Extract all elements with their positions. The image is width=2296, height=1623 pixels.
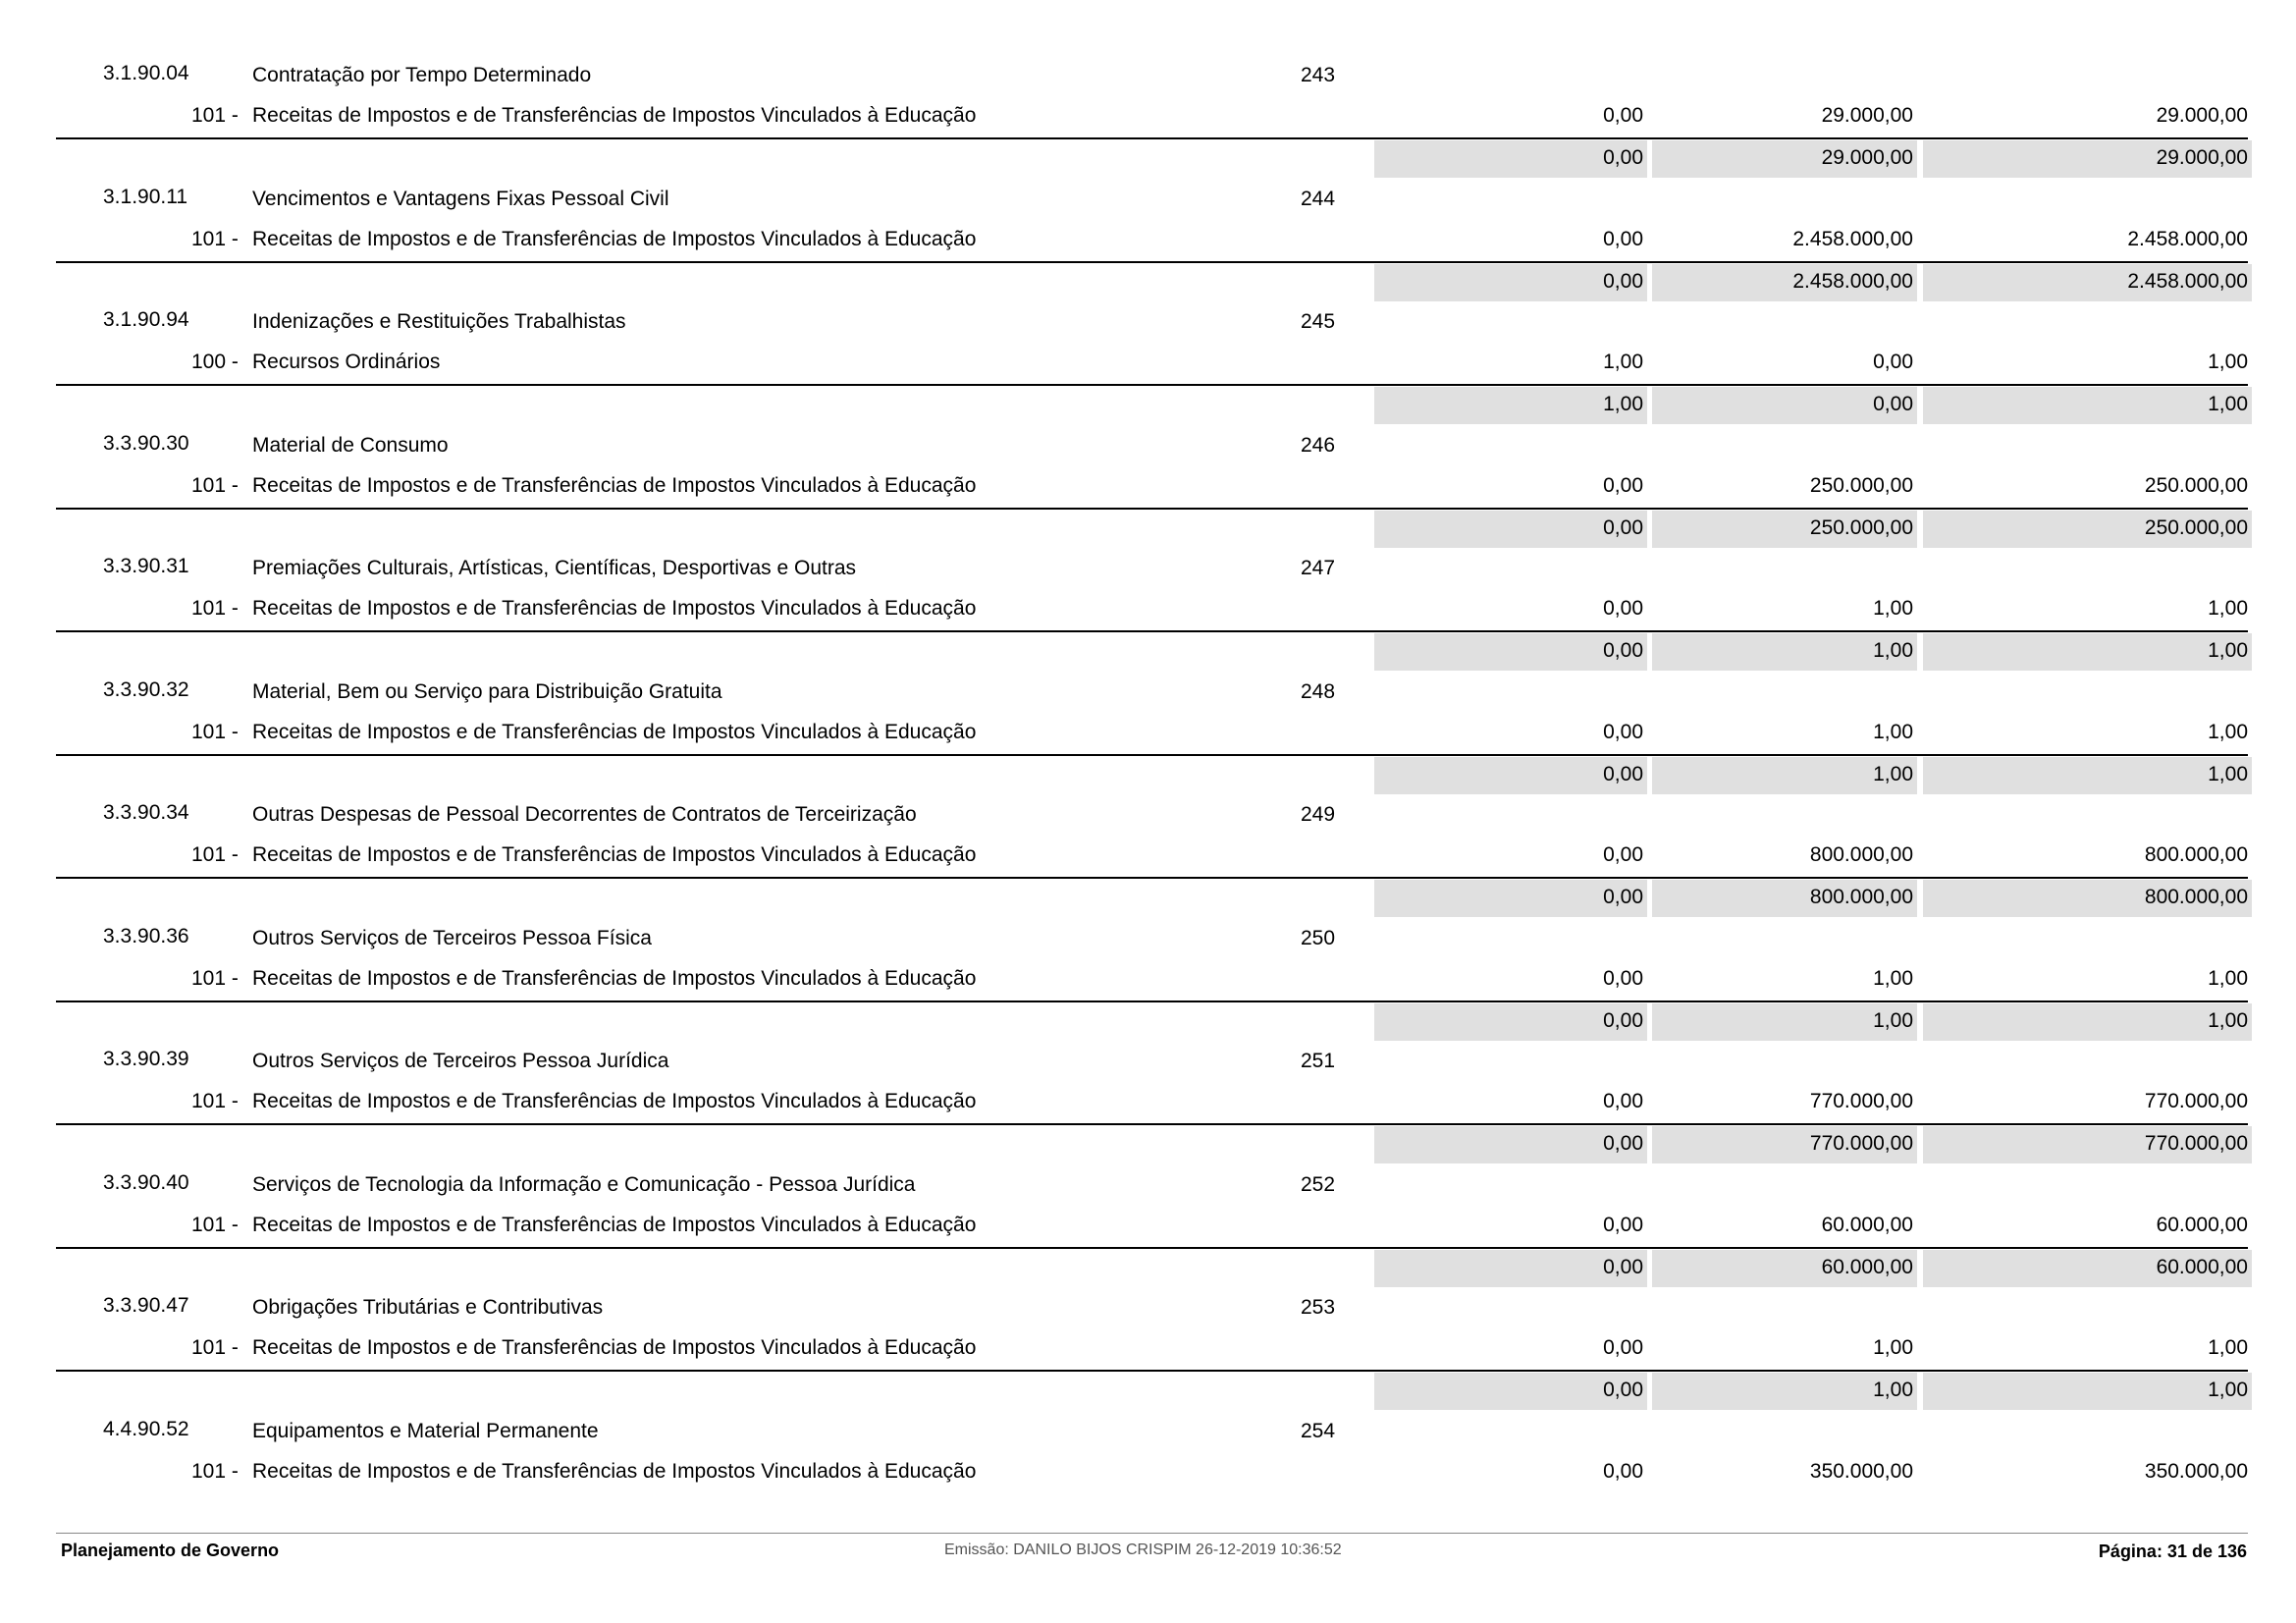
expense-entry <box>0 1168 2296 1292</box>
source-code: 101 - <box>191 597 239 620</box>
source-description: Receitas de Impostos e de Transferências de Impostos Vinculados à Educação <box>252 227 977 250</box>
source-value-3: 350.000,00 <box>2144 1459 2248 1483</box>
expense-sequence-number: 250 <box>1301 926 1336 949</box>
expense-description: Outros Serviços de Terceiros Pessoa Jurídica <box>252 1050 669 1072</box>
source-value-2: 1,00 <box>1873 720 1913 743</box>
source-value-1: 0,00 <box>1603 473 1643 497</box>
expense-description: Material, Bem ou Serviço para Distribuição Gratuita <box>252 679 722 703</box>
subtotal-value: 29.000,00 <box>2156 146 2248 169</box>
source-value-2: 1,00 <box>1873 966 1913 990</box>
subtotal-cell-3 <box>1923 757 2252 794</box>
subtotal-cell-2 <box>1652 264 1917 301</box>
source-description: Receitas de Impostos e de Transferências de Impostos Vinculados à Educação <box>252 843 977 866</box>
entry-separator-line <box>56 754 2248 756</box>
expense-description: Material de Consumo <box>252 433 449 457</box>
subtotal-cell-2 <box>1652 1003 1917 1041</box>
expense-description: Contratação por Tempo Determinado <box>252 64 592 86</box>
source-code: 101 - <box>191 104 239 127</box>
subtotal-cell-3 <box>1923 511 2252 548</box>
expense-code: 3.1.90.04 <box>103 62 189 84</box>
source-value-3: 770.000,00 <box>2144 1090 2248 1112</box>
subtotal-cell-2 <box>1652 387 1917 424</box>
expense-sequence-number: 245 <box>1301 310 1336 333</box>
expense-code: 3.1.90.11 <box>103 185 188 208</box>
subtotal-value: 0,00 <box>1603 1255 1643 1278</box>
subtotal-cell-1 <box>1374 140 1647 178</box>
entry-separator-line <box>56 877 2248 879</box>
subtotal-value: 0,00 <box>1603 762 1643 785</box>
subtotal-value: 250.000,00 <box>2144 515 2248 539</box>
entry-separator-line <box>56 1247 2248 1249</box>
source-value-3: 60.000,00 <box>2156 1213 2248 1236</box>
source-value-1: 0,00 <box>1603 843 1643 866</box>
subtotal-value: 800.000,00 <box>2144 886 2248 908</box>
subtotal-value: 0,00 <box>1603 1008 1643 1032</box>
source-description: Receitas de Impostos e de Transferências de Impostos Vinculados à Educação <box>252 473 977 497</box>
subtotal-cell-3 <box>1923 1003 2252 1041</box>
subtotal-cell-1 <box>1374 1250 1647 1287</box>
source-value-2: 1,00 <box>1873 597 1913 620</box>
subtotal-value: 0,00 <box>1603 515 1643 539</box>
expense-sequence-number: 246 <box>1301 433 1336 457</box>
source-value-3: 1,00 <box>2208 597 2248 620</box>
expense-code: 3.3.90.31 <box>103 555 189 577</box>
expense-code: 3.3.90.40 <box>103 1170 189 1194</box>
subtotal-value: 770.000,00 <box>2144 1132 2248 1155</box>
subtotal-cell-2 <box>1652 633 1917 671</box>
footer-divider <box>56 1533 2248 1534</box>
source-value-3: 250.000,00 <box>2144 473 2248 497</box>
subtotal-cell-1 <box>1374 880 1647 917</box>
source-description: Receitas de Impostos e de Transferências de Impostos Vinculados à Educação <box>252 597 977 620</box>
subtotal-cell-3 <box>1923 1250 2252 1287</box>
expense-sequence-number: 252 <box>1301 1172 1336 1196</box>
source-description: Receitas de Impostos e de Transferências de Impostos Vinculados à Educação <box>252 104 977 127</box>
expense-description: Obrigações Tributárias e Contributivas <box>252 1296 604 1319</box>
expense-sequence-number: 247 <box>1301 557 1336 579</box>
expense-sequence-number: 253 <box>1301 1296 1336 1319</box>
source-value-2: 60.000,00 <box>1821 1213 1913 1236</box>
subtotal-cell-3 <box>1923 633 2252 671</box>
source-description: Receitas de Impostos e de Transferências de Impostos Vinculados à Educação <box>252 1090 977 1112</box>
expense-entry <box>0 305 2296 429</box>
source-description: Receitas de Impostos e de Transferências de Impostos Vinculados à Educação <box>252 1459 977 1483</box>
source-value-3: 2.458.000,00 <box>2127 227 2248 250</box>
source-value-2: 1,00 <box>1873 1336 1913 1359</box>
source-code: 100 - <box>191 351 239 373</box>
subtotal-cell-1 <box>1374 633 1647 671</box>
subtotal-value: 1,00 <box>1873 762 1913 785</box>
source-value-2: 800.000,00 <box>1809 843 1913 866</box>
subtotal-value: 1,00 <box>2208 1008 2248 1032</box>
expense-entry <box>0 552 2296 676</box>
expense-code: 3.3.90.30 <box>103 431 189 455</box>
entry-separator-line <box>56 1123 2248 1125</box>
expense-description: Premiações Culturais, Artísticas, Científicas, Desportivas e Outras <box>252 557 857 579</box>
subtotal-value: 2.458.000,00 <box>1792 269 1913 293</box>
subtotal-value: 1,00 <box>2208 639 2248 662</box>
expense-entry <box>0 1045 2296 1168</box>
source-value-2: 2.458.000,00 <box>1792 227 1913 250</box>
source-value-2: 770.000,00 <box>1809 1090 1913 1112</box>
source-value-1: 1,00 <box>1603 351 1643 373</box>
subtotal-cell-2 <box>1652 1373 1917 1410</box>
subtotal-cell-2 <box>1652 511 1917 548</box>
subtotal-cell-2 <box>1652 1126 1917 1163</box>
source-value-1: 0,00 <box>1603 1090 1643 1112</box>
subtotal-value: 0,00 <box>1873 393 1913 415</box>
source-code: 101 - <box>191 1336 239 1359</box>
expense-description: Outras Despesas de Pessoal Decorrentes de Contratos de Terceirização <box>252 803 917 826</box>
expense-sequence-number: 243 <box>1301 64 1336 86</box>
source-value-2: 29.000,00 <box>1821 104 1913 127</box>
subtotal-value: 1,00 <box>2208 762 2248 785</box>
expense-sequence-number: 254 <box>1301 1419 1336 1442</box>
source-code: 101 - <box>191 227 239 250</box>
subtotal-cell-1 <box>1374 1126 1647 1163</box>
source-code: 101 - <box>191 1090 239 1112</box>
entry-separator-line <box>56 1370 2248 1372</box>
expense-code: 3.1.90.94 <box>103 308 189 331</box>
subtotal-value: 0,00 <box>1603 1132 1643 1155</box>
subtotal-cell-1 <box>1374 757 1647 794</box>
source-value-1: 0,00 <box>1603 966 1643 990</box>
expense-entry <box>0 59 2296 183</box>
subtotal-cell-3 <box>1923 880 2252 917</box>
subtotal-value: 1,00 <box>1873 639 1913 662</box>
subtotal-cell-3 <box>1923 140 2252 178</box>
expense-sequence-number: 244 <box>1301 187 1336 210</box>
expense-entry <box>0 922 2296 1046</box>
source-value-1: 0,00 <box>1603 104 1643 127</box>
expense-code: 3.3.90.32 <box>103 677 189 701</box>
entry-separator-line <box>56 1001 2248 1002</box>
expense-code: 3.3.90.34 <box>103 801 189 824</box>
subtotal-value: 800.000,00 <box>1809 886 1913 908</box>
subtotal-value: 1,00 <box>2208 1379 2248 1401</box>
entry-separator-line <box>56 384 2248 386</box>
subtotal-value: 60.000,00 <box>1821 1255 1913 1278</box>
source-value-1: 0,00 <box>1603 227 1643 250</box>
source-value-2: 250.000,00 <box>1809 473 1913 497</box>
source-code: 101 - <box>191 473 239 497</box>
subtotal-value: 29.000,00 <box>1821 146 1913 169</box>
source-code: 101 - <box>191 1213 239 1236</box>
subtotal-value: 0,00 <box>1603 146 1643 169</box>
subtotal-cell-3 <box>1923 1126 2252 1163</box>
source-code: 101 - <box>191 966 239 990</box>
subtotal-value: 1,00 <box>2208 393 2248 415</box>
subtotal-value: 250.000,00 <box>1809 515 1913 539</box>
source-value-2: 0,00 <box>1873 351 1913 373</box>
expense-entry <box>0 429 2296 553</box>
source-description: Receitas de Impostos e de Transferências de Impostos Vinculados à Educação <box>252 1213 977 1236</box>
subtotal-value: 770.000,00 <box>1809 1132 1913 1155</box>
source-value-1: 0,00 <box>1603 1459 1643 1483</box>
subtotal-value: 1,00 <box>1873 1008 1913 1032</box>
source-description: Receitas de Impostos e de Transferências de Impostos Vinculados à Educação <box>252 966 977 990</box>
footer-emission-info: Emissão: DANILO BIJOS CRISPIM 26-12-2019 10:36:52 <box>944 1542 1342 1558</box>
source-value-3: 1,00 <box>2208 351 2248 373</box>
subtotal-cell-3 <box>1923 387 2252 424</box>
source-value-1: 0,00 <box>1603 720 1643 743</box>
subtotal-cell-3 <box>1923 264 2252 301</box>
source-code: 101 - <box>191 1459 239 1483</box>
source-value-1: 0,00 <box>1603 1336 1643 1359</box>
subtotal-cell-2 <box>1652 880 1917 917</box>
source-value-1: 0,00 <box>1603 1213 1643 1236</box>
expense-description: Indenizações e Restituições Trabalhistas <box>252 310 626 333</box>
source-value-2: 350.000,00 <box>1809 1459 1913 1483</box>
footer-system-name: Planejamento de Governo <box>61 1541 280 1560</box>
source-value-1: 0,00 <box>1603 597 1643 620</box>
expense-sequence-number: 248 <box>1301 679 1336 703</box>
source-description: Receitas de Impostos e de Transferências de Impostos Vinculados à Educação <box>252 1336 977 1359</box>
subtotal-cell-1 <box>1374 1003 1647 1041</box>
expense-entry <box>0 1291 2296 1415</box>
expense-description: Equipamentos e Material Permanente <box>252 1419 599 1442</box>
subtotal-value: 0,00 <box>1603 1379 1643 1401</box>
source-value-3: 1,00 <box>2208 720 2248 743</box>
entry-separator-line <box>56 508 2248 510</box>
source-code: 101 - <box>191 720 239 743</box>
expense-entry <box>0 798 2296 922</box>
source-value-3: 29.000,00 <box>2156 104 2248 127</box>
expense-sequence-number: 251 <box>1301 1050 1336 1072</box>
source-description: Receitas de Impostos e de Transferências de Impostos Vinculados à Educação <box>252 720 977 743</box>
subtotal-cell-1 <box>1374 387 1647 424</box>
entry-separator-line <box>56 261 2248 263</box>
expense-code: 4.4.90.52 <box>103 1417 189 1440</box>
expense-entry <box>0 183 2296 306</box>
subtotal-value: 1,00 <box>1603 393 1643 415</box>
source-value-3: 800.000,00 <box>2144 843 2248 866</box>
subtotal-value: 2.458.000,00 <box>2127 269 2248 293</box>
subtotal-cell-1 <box>1374 264 1647 301</box>
subtotal-value: 0,00 <box>1603 639 1643 662</box>
source-description: Recursos Ordinários <box>252 351 441 373</box>
subtotal-cell-1 <box>1374 1373 1647 1410</box>
subtotal-value: 0,00 <box>1603 886 1643 908</box>
expense-description: Serviços de Tecnologia da Informação e Comunicação - Pessoa Jurídica <box>252 1172 916 1196</box>
subtotal-cell-2 <box>1652 1250 1917 1287</box>
entry-separator-line <box>56 137 2248 139</box>
source-value-3: 1,00 <box>2208 966 2248 990</box>
entry-separator-line <box>56 630 2248 632</box>
subtotal-cell-2 <box>1652 140 1917 178</box>
subtotal-cell-1 <box>1374 511 1647 548</box>
subtotal-cell-3 <box>1923 1373 2252 1410</box>
expense-entry <box>0 676 2296 799</box>
subtotal-cell-2 <box>1652 757 1917 794</box>
expense-code: 3.3.90.36 <box>103 924 189 947</box>
subtotal-value: 1,00 <box>1873 1379 1913 1401</box>
expense-code: 3.3.90.39 <box>103 1048 189 1070</box>
expense-description: Vencimentos e Vantagens Fixas Pessoal Civil <box>252 187 669 210</box>
footer-page-number: Página: 31 de 136 <box>2098 1542 2247 1561</box>
source-value-3: 1,00 <box>2208 1336 2248 1359</box>
expense-description: Outros Serviços de Terceiros Pessoa Física <box>252 926 652 949</box>
subtotal-value: 60.000,00 <box>2156 1255 2248 1278</box>
expense-code: 3.3.90.47 <box>103 1294 189 1317</box>
expense-entry <box>0 1415 2296 1539</box>
subtotal-value: 0,00 <box>1603 269 1643 293</box>
source-code: 101 - <box>191 843 239 866</box>
expense-sequence-number: 249 <box>1301 803 1336 826</box>
